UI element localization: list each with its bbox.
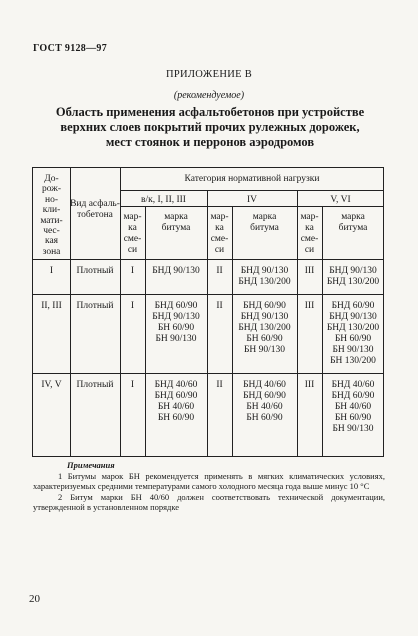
sub-header-bitumen: марка битума <box>250 212 279 233</box>
row-mix: II <box>216 380 223 390</box>
title-line: Область применения асфальтобетонов при устройстве <box>55 105 365 119</box>
application-table <box>32 167 384 457</box>
appendix-status: (рекомендуемое) <box>173 90 245 101</box>
row-bitumen: БНД 40/60 БНД 60/90 БН 40/60 БН 60/90 <box>154 380 198 423</box>
col-header-zone: До- рож- но- кли- мати- чес- кая зона <box>40 174 63 257</box>
sub-header-bitumen: марка битума <box>161 212 191 233</box>
row-zone: II, III <box>41 301 62 311</box>
row-bitumen: БНД 60/90 БНД 90/130 БНД 130/200 БН 60/90 БН 90/130 <box>238 301 291 355</box>
row-zone: I <box>49 266 54 276</box>
row-mix: II <box>216 266 223 276</box>
row-bitumen: БНД 60/90 БНД 90/130 БНД 130/200 БН 60/90 БН 90/130 БН 130/200 <box>326 301 380 366</box>
row-mix: III <box>304 266 315 276</box>
title-line: верхних слоев покрытий прочих рулежных дорожек, <box>60 120 360 134</box>
sub-header-mix: мар- ка сме- си <box>210 212 229 255</box>
row-type: Плотный <box>76 266 114 276</box>
row-bitumen: БНД 40/60 БНД 60/90 БН 40/60 БН 60/90 БН 90/130 <box>331 380 375 434</box>
sub-header-mix: мар- ка сме- си <box>300 212 319 255</box>
appendix-label: ПРИЛОЖЕНИЕ В <box>165 69 253 80</box>
row-mix: I <box>130 301 135 311</box>
row-mix: I <box>130 380 135 390</box>
standard-code: ГОСТ 9128—97 <box>33 43 108 54</box>
row-zone: IV, V <box>41 380 62 390</box>
notes-heading: Примечания <box>67 460 115 470</box>
title-line: мест стоянок и перронов аэродромов <box>105 135 315 149</box>
sub-header-mix: мар- ка сме- си <box>123 212 142 255</box>
col-header-load-category: Категория нормативной нагрузки <box>184 174 320 184</box>
row-mix: III <box>304 380 315 390</box>
load-group-1: в/к, I, II, III <box>141 195 186 205</box>
note-item: 2 Битум марки БН 40/60 должен соответствовать технической документации, утвержденной в установленном порядке <box>33 491 385 512</box>
col-header-type: Вид асфаль- тобетона <box>70 199 120 220</box>
page-number: 20 <box>29 593 40 605</box>
row-mix: II <box>216 301 223 311</box>
load-group-2: IV <box>246 195 258 205</box>
note-item: 1 Битумы марок БН рекомендуется применять в мягких климатических условиях, характеризуемых средними температурами самого холодного месяца года выше минус 10 °С <box>33 470 385 491</box>
row-mix: I <box>130 266 135 276</box>
row-mix: III <box>304 301 315 311</box>
row-type: Плотный <box>76 380 114 390</box>
sub-header-bitumen: марка битума <box>338 212 368 233</box>
row-bitumen: БНД 90/130 БНД 130/200 <box>238 266 291 287</box>
notes-block <box>33 457 385 513</box>
load-group-3: V, VI <box>330 195 351 205</box>
row-bitumen: БНД 90/130 <box>152 266 200 276</box>
row-bitumen: БНД 60/90 БНД 90/130 БН 60/90 БН 90/130 <box>152 301 200 344</box>
appendix-title <box>40 105 380 150</box>
row-type: Плотный <box>76 301 114 311</box>
row-bitumen: БНД 40/60 БНД 60/90 БН 40/60 БН 60/90 <box>243 380 286 423</box>
row-bitumen: БНД 90/130 БНД 130/200 <box>326 266 380 287</box>
